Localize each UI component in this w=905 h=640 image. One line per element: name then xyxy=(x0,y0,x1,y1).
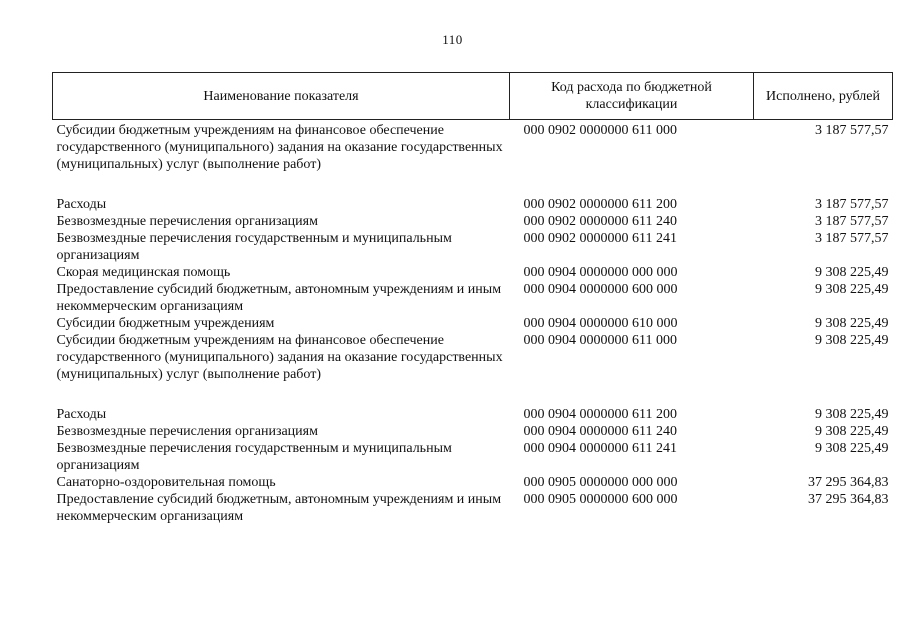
header-name: Наименование показателя xyxy=(53,73,510,120)
page-number: 110 xyxy=(442,32,463,47)
row-amount: 37 295 364,83 xyxy=(808,475,889,490)
table-row xyxy=(53,423,893,440)
row-code: 000 0904 0000000 611 000 xyxy=(523,333,677,348)
row-code: 000 0904 0000000 611 200 xyxy=(523,407,677,422)
row-name xyxy=(53,173,510,196)
table-row xyxy=(53,474,893,491)
row-name: Расходы xyxy=(56,197,107,212)
table-row xyxy=(53,491,893,525)
budget-table xyxy=(52,72,893,525)
row-name xyxy=(53,383,510,406)
row-code: 000 0904 0000000 000 000 xyxy=(523,265,678,280)
row-amount: 3 187 577,57 xyxy=(815,231,889,246)
header-row xyxy=(53,73,893,120)
row-code: 000 0902 0000000 611 200 xyxy=(523,197,677,212)
table-header xyxy=(53,73,893,120)
row-name: Скорая медицинская помощь xyxy=(56,265,231,280)
row-name: Субсидии бюджетным учреждениям xyxy=(56,316,275,331)
row-code xyxy=(510,383,754,406)
row-amount: 9 308 225,49 xyxy=(815,316,889,331)
row-code: 000 0904 0000000 600 000 xyxy=(523,282,678,297)
row-name: Предоставление субсидий бюджетным, автономным учреждениям и иным некоммерческим организациям xyxy=(56,492,502,524)
table-row xyxy=(53,332,893,383)
table-row xyxy=(53,196,893,213)
row-code: 000 0902 0000000 611 000 xyxy=(523,123,677,138)
header-code: Код расхода по бюджетной классификации xyxy=(510,73,754,120)
spacer-row xyxy=(53,383,893,406)
row-amount: 9 308 225,49 xyxy=(815,407,889,422)
row-amount: 9 308 225,49 xyxy=(815,441,889,456)
row-name: Безвозмездные перечисления организациям xyxy=(56,214,318,229)
row-amount: 9 308 225,49 xyxy=(815,282,889,297)
row-code: 000 0904 0000000 611 241 xyxy=(523,441,677,456)
row-name: Безвозмездные перечисления государственным и муниципальным организациям xyxy=(56,441,452,473)
row-amount: 3 187 577,57 xyxy=(815,123,889,138)
header-amount: Исполнено, рублей xyxy=(754,73,893,120)
row-amount xyxy=(754,383,893,406)
row-name: Санаторно-оздоровительная помощь xyxy=(56,475,276,490)
row-amount: 9 308 225,49 xyxy=(815,424,889,439)
table-row xyxy=(53,315,893,332)
row-code: 000 0904 0000000 610 000 xyxy=(523,316,678,331)
row-name: Расходы xyxy=(56,407,107,422)
row-amount xyxy=(754,173,893,196)
table-row xyxy=(53,440,893,474)
row-amount: 9 308 225,49 xyxy=(815,265,889,280)
row-name: Субсидии бюджетным учреждениям на финансовое обеспечение государственного (муниципального) задания на оказание государственных (муниципальных) услуг (выполнение работ) xyxy=(56,123,503,172)
row-name: Предоставление субсидий бюджетным, автономным учреждениям и иным некоммерческим организациям xyxy=(56,282,502,314)
table-body xyxy=(53,120,893,526)
row-name: Субсидии бюджетным учреждениям на финансовое обеспечение государственного (муниципального) задания на оказание государственных (муниципальных) услуг (выполнение работ) xyxy=(56,333,503,382)
table-row xyxy=(53,281,893,315)
row-code: 000 0902 0000000 611 240 xyxy=(523,214,677,229)
row-code: 000 0905 0000000 600 000 xyxy=(523,492,678,507)
row-code xyxy=(510,173,754,196)
row-name: Безвозмездные перечисления организациям xyxy=(56,424,318,439)
row-amount: 9 308 225,49 xyxy=(815,333,889,348)
table-row xyxy=(53,406,893,423)
row-code: 000 0904 0000000 611 240 xyxy=(523,424,677,439)
table-row xyxy=(53,120,893,174)
table-row xyxy=(53,213,893,230)
table-row xyxy=(53,264,893,281)
row-amount: 37 295 364,83 xyxy=(808,492,889,507)
row-amount: 3 187 577,57 xyxy=(815,214,889,229)
spacer-row xyxy=(53,173,893,196)
row-amount: 3 187 577,57 xyxy=(815,197,889,212)
row-name: Безвозмездные перечисления государственным и муниципальным организациям xyxy=(56,231,452,263)
row-code: 000 0905 0000000 000 000 xyxy=(523,475,678,490)
row-code: 000 0902 0000000 611 241 xyxy=(523,231,677,246)
table-row xyxy=(53,230,893,264)
